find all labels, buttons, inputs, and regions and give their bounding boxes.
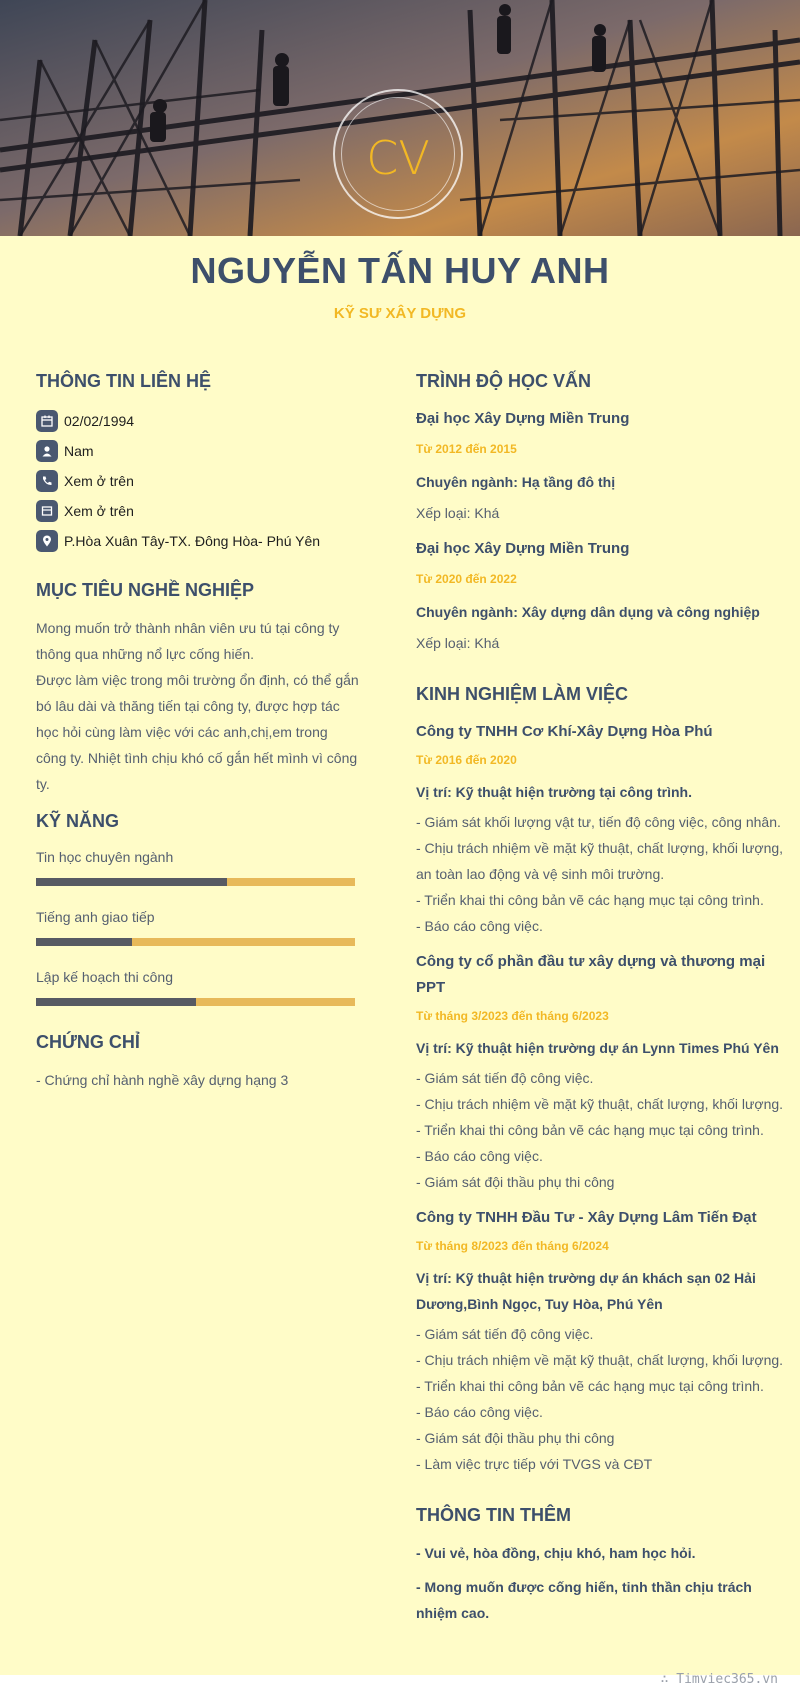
objective-line: công ty. Nhiệt tình chịu khó cố gắn hết mình vì công	[36, 750, 358, 766]
experience-company: Công ty cổ phần đầu tư xây dựng và thương mại PPT	[416, 953, 766, 996]
experience-time: Từ 2016 đến 2020	[416, 753, 517, 767]
contact-phone-row	[36, 466, 361, 496]
site-watermark: ∴ Timviec365.vn	[660, 1672, 778, 1687]
email-icon	[36, 500, 58, 522]
skill-item	[36, 846, 361, 886]
education-item	[416, 406, 786, 528]
education-time: Từ 2012 đến 2015	[416, 442, 517, 456]
experience-duty: - Làm việc trực tiếp với TVGS và CĐT	[416, 1456, 653, 1472]
education-school: Đại học Xây Dựng Miền Trung	[416, 410, 630, 427]
skill-name: Tin học chuyên ngành	[36, 849, 174, 865]
additional-item: - Vui vẻ, hòa đồng, chịu khó, ham học hỏi.	[416, 1545, 696, 1561]
phone-icon	[36, 470, 58, 492]
experience-duty: - Giám sát tiến độ công việc.	[416, 1070, 594, 1086]
skill-item	[36, 966, 361, 1006]
education-item	[416, 536, 786, 658]
experience-time: Từ tháng 3/2023 đến tháng 6/2023	[416, 1009, 609, 1023]
skill-name: Lập kế hoạch thi công	[36, 969, 173, 985]
skill-level-fill	[36, 998, 196, 1006]
certificate-item: - Chứng chỉ hành nghề xây dựng hạng 3	[36, 1072, 289, 1088]
education-major: Chuyên ngành: Hạ tầng đô thị	[416, 474, 616, 490]
cv-logo-ring	[333, 89, 463, 219]
skill-level-bar	[36, 878, 355, 886]
objective-line: học hỏi cùng làm việc với các anh,chị,em trong	[36, 724, 328, 740]
experience-duty: - Chịu trách nhiệm về mặt kỹ thuật, chất lượng, khối lượng,	[416, 840, 784, 856]
experience-position: Vị trí: Kỹ thuật hiện trường dự án khách sạn 02 Hải Dương,Bình Ngọc, Tuy Hòa, Phú Yên	[416, 1270, 756, 1312]
candidate-name: NGUYỄN TẤN HUY ANH	[190, 250, 610, 291]
experience-duty: - Giám sát đội thầu phụ thi công	[416, 1174, 615, 1190]
objective-line: bó lâu dài và thăng tiến tại công ty, được hợp tác	[36, 698, 340, 714]
experience-section-title: KINH NGHIỆM LÀM VIỆC	[416, 684, 629, 704]
education-time: Từ 2020 đến 2022	[416, 572, 517, 586]
education-rank: Xếp loại: Khá	[416, 635, 500, 651]
experience-position: Vị trí: Kỹ thuật hiện trường dự án Lynn Times Phú Yên	[416, 1040, 779, 1056]
experience-item	[416, 1205, 786, 1477]
experience-duty: - Chịu trách nhiệm về mặt kỹ thuật, chất lượng, khối lượng.	[416, 1352, 784, 1368]
skill-item	[36, 906, 361, 946]
experience-duty: an toàn lao động và vệ sinh môi trường.	[416, 866, 665, 882]
left-column	[36, 355, 361, 1093]
right-column	[416, 355, 786, 1634]
cv-logo-text: CV	[366, 131, 430, 185]
experience-duty: - Triển khai thi công bản vẽ các hạng mục tại công trình.	[416, 1122, 764, 1138]
contact-gender-value: Nam	[64, 443, 94, 459]
experience-company: Công ty TNHH Cơ Khí-Xây Dựng Hòa Phú	[416, 723, 713, 740]
education-major: Chuyên ngành: Xây dựng dân dụng và công nghiệp	[416, 604, 760, 620]
contact-section-title: THÔNG TIN LIÊN HỆ	[36, 371, 211, 391]
contact-address-row	[36, 526, 361, 556]
calendar-icon	[36, 410, 58, 432]
education-rank: Xếp loại: Khá	[416, 505, 500, 521]
experience-duty: - Giám sát khối lượng vật tư, tiến độ công việc, công nhân.	[416, 814, 781, 830]
location-icon	[36, 530, 58, 552]
skill-level-fill	[36, 878, 227, 886]
job-title: KỸ SƯ XÂY DỰNG	[333, 305, 467, 322]
experience-duty: - Báo cáo công việc.	[416, 918, 543, 934]
experience-duty: - Báo cáo công việc.	[416, 1148, 543, 1164]
experience-duty: - Báo cáo công việc.	[416, 1404, 543, 1420]
skill-level-fill	[36, 938, 132, 946]
header-banner-image	[0, 0, 800, 236]
objective-line: Mong muốn trở thành nhân viên ưu tú tại công ty	[36, 620, 340, 636]
experience-duty: - Triển khai thi công bản vẽ các hạng mục tại công trình.	[416, 892, 764, 908]
contact-phone-value: Xem ở trên	[64, 473, 134, 489]
skills-section-title: KỸ NĂNG	[36, 811, 120, 831]
experience-item	[416, 949, 786, 1195]
contact-address-value: P.Hòa Xuân Tây-TX. Đông Hòa- Phú Yên	[64, 533, 321, 549]
objective-line: thông qua những nổ lực cống hiến.	[36, 646, 255, 662]
experience-duty: - Giám sát đội thầu phụ thi công	[416, 1430, 615, 1446]
experience-duty: - Giám sát tiến độ công việc.	[416, 1326, 594, 1342]
experience-position: Vị trí: Kỹ thuật hiện trường tại công trình.	[416, 784, 692, 800]
education-school: Đại học Xây Dựng Miền Trung	[416, 540, 630, 557]
contact-birthday-row	[36, 406, 361, 436]
contact-email-row	[36, 496, 361, 526]
additional-item: - Mong muốn được cống hiến, tinh thần chịu trách nhiệm cao.	[416, 1579, 752, 1621]
skill-level-bar	[36, 938, 355, 946]
additional-section-title: THÔNG TIN THÊM	[416, 1505, 571, 1525]
skill-level-bar	[36, 998, 355, 1006]
contact-birthday-value: 02/02/1994	[64, 413, 135, 429]
experience-company: Công ty TNHH Đầu Tư - Xây Dựng Lâm Tiến Đạt	[416, 1209, 757, 1226]
objective-section-title: MỤC TIÊU NGHỀ NGHIỆP	[36, 580, 255, 600]
experience-time: Từ tháng 8/2023 đến tháng 6/2024	[416, 1239, 609, 1253]
certificates-section-title: CHỨNG CHỈ	[36, 1032, 140, 1052]
experience-item	[416, 719, 786, 939]
user-icon	[36, 440, 58, 462]
objective-line: Được làm việc trong môi trường ổn định, có thể gắn	[36, 672, 359, 688]
experience-duty: - Chịu trách nhiệm về mặt kỹ thuật, chất lượng, khối lượng.	[416, 1096, 784, 1112]
education-section-title: TRÌNH ĐỘ HỌC VẤN	[416, 371, 591, 391]
objective-text	[36, 615, 361, 797]
skill-name: Tiếng anh giao tiếp	[36, 909, 155, 925]
contact-gender-row	[36, 436, 361, 466]
contact-email-value: Xem ở trên	[64, 503, 134, 519]
objective-line: ty.	[36, 776, 50, 792]
experience-duty: - Triển khai thi công bản vẽ các hạng mục tại công trình.	[416, 1378, 764, 1394]
